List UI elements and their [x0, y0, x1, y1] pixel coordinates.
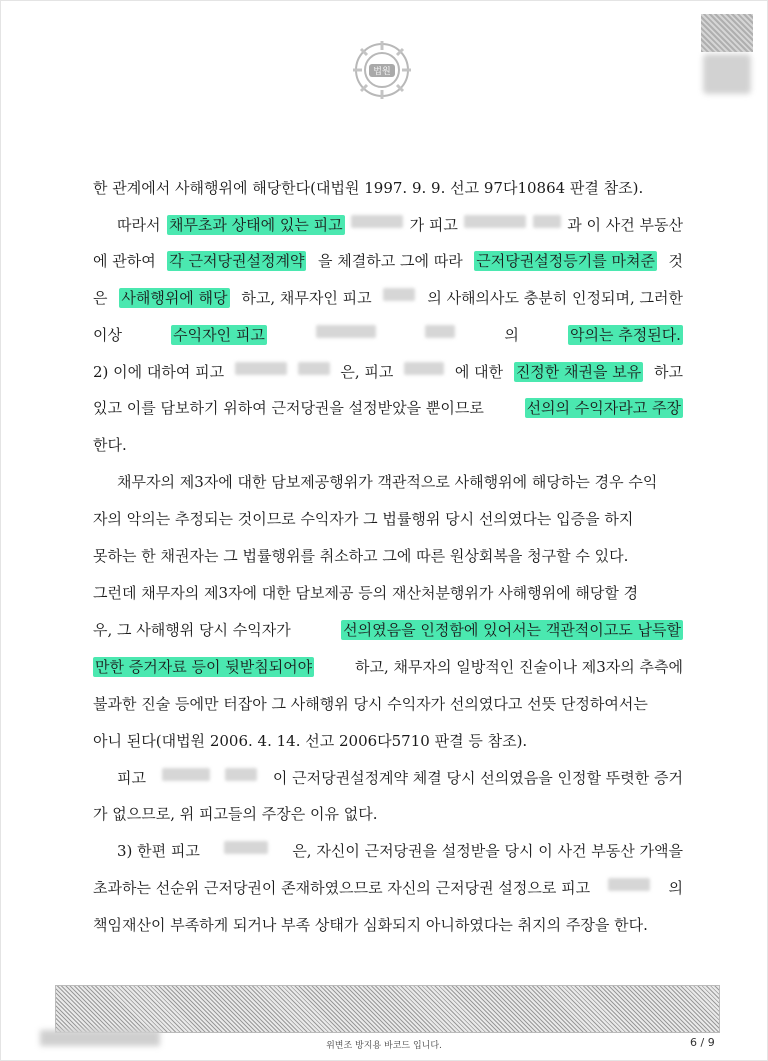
text-line-17	[93, 768, 683, 788]
text-segment: 하고, 채무자의 일방적인 진술이나 제3자의 추측에	[355, 658, 683, 676]
text-segment: 에 관하여	[93, 252, 156, 270]
text-segment: 있고 이를 담보하기 위하여 근저당권을 설정받았을 뿐이므로	[93, 399, 484, 417]
text-segment: 의	[504, 326, 519, 344]
text-segment: 이상	[93, 326, 122, 344]
text-segment: 자의 악의는 추정되는 것이므로 수익자가 그 법률행위 당시 선의였다는 입증을 하지	[93, 510, 634, 528]
redacted-name	[404, 362, 444, 375]
text-segment: 우, 그 사해행위 당시 수익자가	[93, 621, 291, 639]
highlighted-text: 근저당권설정등기를 마쳐준	[476, 252, 655, 270]
text-segment: 에 대한	[454, 363, 504, 381]
redacted-name	[235, 362, 287, 375]
redacted-name	[383, 288, 415, 301]
text-line-6	[93, 362, 683, 382]
text-segment: 따라서	[117, 216, 161, 234]
text-segment: 가 없으므로, 위 피고들의 주장은 이유 없다.	[93, 805, 378, 823]
redacted-name	[464, 215, 526, 228]
text-segment: 책임재산이 부족하게 되거나 부족 상태가 심화되지 아니하였다는 취지의 주장을 한다.	[93, 916, 648, 934]
court-emblem	[352, 38, 412, 108]
text-segment: 이 근저당권설정계약 체결 당시 선의였음을 인정할 뚜렷한 증거	[272, 769, 683, 787]
text-segment: 3) 한편 피고	[117, 842, 200, 860]
text-line-16	[93, 731, 683, 751]
text-segment: 한다.	[93, 436, 127, 454]
text-segment: 하고	[654, 363, 683, 381]
highlighted-text: 채무초과 상태에 있는 피고	[168, 216, 343, 234]
text-line-12	[93, 583, 683, 603]
text-line-3	[93, 251, 683, 271]
qr-code	[701, 14, 753, 52]
text-line-15	[93, 694, 683, 714]
text-line-21	[93, 915, 683, 935]
text-line-7	[93, 398, 683, 418]
text-segment: 은, 자신이 근저당권을 설정받을 당시 이 사건 부동산 가액을	[292, 842, 683, 860]
highlighted-text: 선의의 수익자라고 주장	[526, 399, 681, 417]
text-segment: 하고, 채무자인 피고	[241, 289, 372, 307]
text-line-1	[93, 178, 683, 198]
text-line-8	[93, 435, 683, 455]
text-segment: 은	[93, 289, 108, 307]
text-line-9	[93, 472, 683, 492]
redacted-name	[608, 878, 650, 891]
text-segment: 채무자의 제3자에 대한 담보제공행위가 객관적으로 사해행위에 해당하는 경우 수익	[117, 473, 658, 491]
text-line-4	[93, 288, 683, 308]
text-segment: 불과한 진술 등에만 터잡아 그 사해행위 당시 수익자가 선의였다고 선뜻 단정하여서는	[93, 695, 648, 713]
text-segment: 초과하는 선순위 근저당권이 존재하였으므로 자신의 근저당권 설정으로 피고	[93, 879, 591, 897]
text-segment: 을 체결하고 그에 따라	[318, 252, 463, 270]
redacted-name	[162, 768, 210, 781]
redacted-name	[351, 215, 403, 228]
highlighted-text: 진정한 채권을 보유	[515, 363, 642, 381]
text-line-2	[93, 215, 683, 235]
redacted-code-label	[703, 54, 751, 94]
svg-text:법원: 법원	[373, 67, 391, 77]
text-line-18	[93, 804, 683, 824]
text-line-10	[93, 509, 683, 529]
barcode-caption: 위변조 방지용 바코드 입니다.	[326, 1041, 442, 1051]
text-line-11	[93, 546, 683, 566]
highlighted-text: 사해행위에 해당	[121, 289, 228, 307]
text-segment: 2) 이에 대하여 피고	[93, 363, 225, 381]
redacted-name	[533, 215, 561, 228]
text-segment: 것	[668, 252, 683, 270]
text-segment: 의 사해의사도 충분히 인정되며, 그러한	[427, 289, 683, 307]
text-line-5	[93, 325, 683, 345]
text-segment: 은, 피고	[340, 363, 394, 381]
highlighted-text: 선의였음을 인정함에 있어서는 객관적이고도 납득할	[343, 621, 681, 639]
page-number: 6 / 9	[690, 1036, 715, 1049]
text-segment: 한 관계에서 사해행위에 해당한다(대법원 1997. 9. 9. 선고 97다10864 판결 참조).	[93, 179, 644, 197]
text-line-14	[93, 657, 683, 677]
highlighted-text: 만한 증거자료 등이 뒷받침되어야	[95, 658, 313, 676]
text-segment: 가 피고	[409, 216, 458, 234]
highlighted-text: 수익자인 피고	[173, 326, 265, 344]
text-line-20	[93, 878, 683, 898]
text-line-13	[93, 620, 683, 640]
redacted-name	[224, 841, 268, 854]
text-segment: 과 이 사건 부동산	[567, 216, 683, 234]
redacted-name	[316, 325, 376, 338]
anti-forgery-barcode	[55, 985, 720, 1033]
text-segment: 의	[668, 879, 683, 897]
redacted-name	[225, 768, 257, 781]
text-segment: 피고	[117, 769, 146, 787]
highlighted-text: 각 근저당권설정계약	[169, 252, 305, 270]
redacted-name	[425, 325, 455, 338]
text-segment: 못하는 한 채권자는 그 법률행위를 취소하고 그에 따른 원상회복을 청구할 수 있다.	[93, 547, 629, 565]
text-segment: 아니 된다(대법원 2006. 4. 14. 선고 2006다5710 판결 등 참조).	[93, 732, 528, 750]
text-line-19	[93, 841, 683, 861]
highlighted-text: 악의는 추정된다.	[569, 326, 681, 344]
redacted-name	[298, 362, 330, 375]
text-segment: 그런데 채무자의 제3자에 대한 담보제공 등의 재산처분행위가 사해행위에 해당할 경	[93, 584, 639, 602]
